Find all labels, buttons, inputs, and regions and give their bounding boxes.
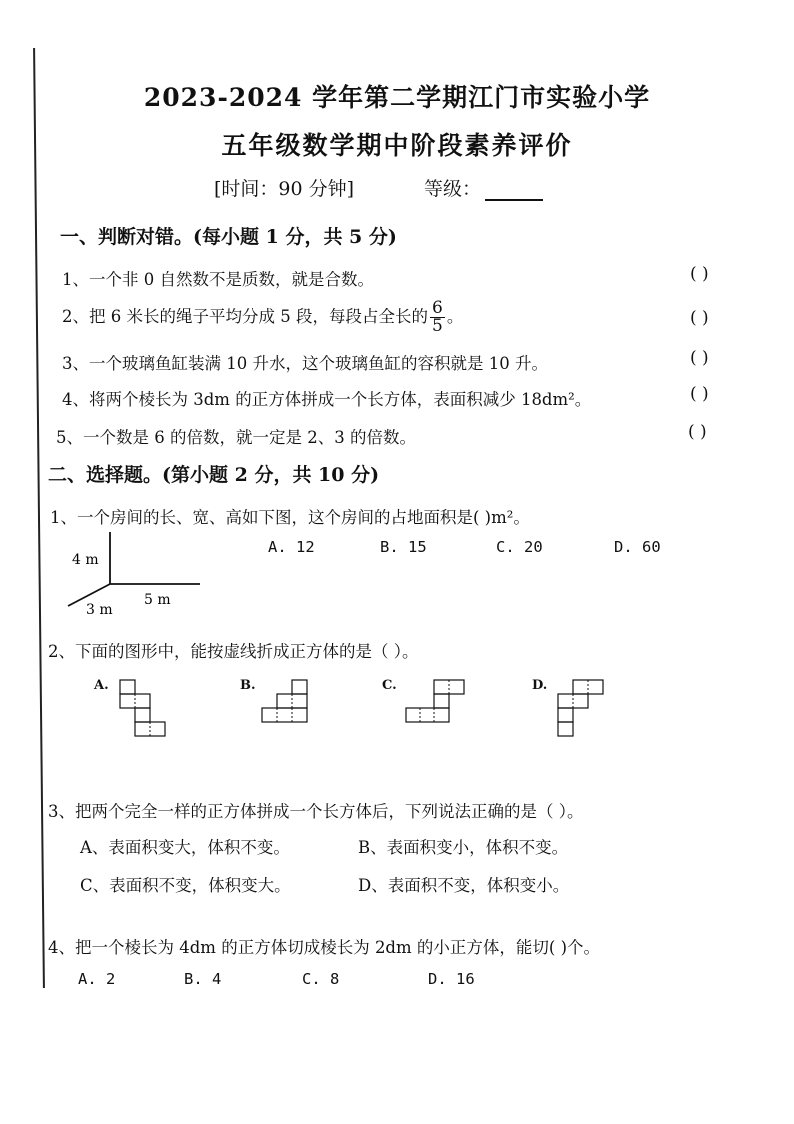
s1-question-3 (62, 350, 548, 374)
q4-option-b[interactable]: B. 4 (184, 970, 222, 988)
binding-margin-line (33, 48, 45, 988)
cube-net-d[interactable] (556, 678, 608, 740)
question-text-end: 。 (446, 307, 464, 326)
section2-heading: 二、选择题。(第小题 2 分，共 10 分) (48, 464, 380, 486)
s1-question-1 (62, 266, 374, 290)
grade-label: 等级： (424, 178, 482, 200)
answer-paren-3[interactable]: ( ) (690, 348, 709, 368)
q3-option-c[interactable]: C、表面积不变，体积变大。 (80, 876, 291, 895)
q1-option-a[interactable]: A. 12 (268, 538, 315, 556)
width-label: 3 m (86, 602, 113, 618)
fraction (430, 300, 445, 335)
exam-time: [时间：90 分钟] (214, 178, 355, 200)
q4-option-c[interactable]: C. 8 (302, 970, 340, 988)
q3-option-d[interactable]: D、表面积不变，体积变小。 (358, 876, 570, 895)
height-label: 4 m (72, 552, 99, 568)
q1-option-d[interactable]: D. 60 (614, 538, 661, 556)
question-number: 1、 (62, 270, 89, 289)
net-c-label: C. (382, 678, 397, 693)
net-d-label: D. (532, 678, 548, 693)
page-subtitle: 五年级数学期中阶段素养评价 (221, 131, 573, 160)
s1-question-5 (56, 424, 416, 448)
question-text: 一个数是 6 的倍数，就一定是 2、3 的倍数。 (83, 428, 416, 447)
question-number: 3、 (62, 354, 89, 373)
grade-field (424, 174, 543, 201)
question-number: 2、 (62, 307, 89, 326)
q3-option-a[interactable]: A、表面积变大，体积不变。 (80, 838, 290, 857)
question-text: 一个玻璃鱼缸装满 10 升水，这个玻璃鱼缸的容积就是 10 升。 (89, 354, 548, 373)
s2-question-4: 4、把一个棱长为 4dm 的正方体切成棱长为 2dm 的小正方体，能切( )个。 (48, 938, 601, 957)
s1-question-4 (62, 386, 591, 410)
cube-net-a[interactable] (118, 678, 168, 740)
answer-paren-5[interactable]: ( ) (688, 422, 707, 442)
fraction-denominator: 5 (431, 316, 443, 336)
q4-option-a[interactable]: A. 2 (78, 970, 116, 988)
net-a-label: A. (94, 678, 109, 693)
s2-question-2: 2、下面的图形中，能按虚线折成正方体的是（ ）。 (48, 642, 419, 661)
cube-net-b[interactable] (260, 678, 312, 726)
answer-paren-2[interactable]: ( ) (690, 308, 709, 328)
q3-option-b[interactable]: B、表面积变小，体积不变。 (358, 838, 569, 857)
section1-heading: 一、判断对错。(每小题 1 分，共 5 分) (60, 226, 397, 248)
s2-question-3: 3、把两个完全一样的正方体拼成一个长方体后，下列说法正确的是（ ）。 (48, 802, 584, 821)
q1-option-c[interactable]: C. 20 (496, 538, 543, 556)
cube-net-c[interactable] (404, 678, 468, 726)
question-text: 把 6 米长的绳子平均分成 5 段，每段占全长的 (89, 307, 428, 326)
question-text: 将两个棱长为 3dm 的正方体拼成一个长方体，表面积减少 18dm²。 (89, 390, 592, 409)
s2-question-1: 1、一个房间的长、宽、高如下图，这个房间的占地面积是( )m²。 (50, 508, 530, 527)
answer-paren-1[interactable]: ( ) (690, 264, 709, 284)
answer-paren-4[interactable]: ( ) (690, 384, 709, 404)
grade-blank[interactable] (485, 181, 543, 201)
q1-option-b[interactable]: B. 15 (380, 538, 427, 556)
question-number: 5、 (56, 428, 83, 447)
room-dimension-figure (60, 528, 210, 620)
length-label: 5 m (144, 592, 171, 608)
q4-option-d[interactable]: D. 16 (428, 970, 475, 988)
fraction-numerator: 6 (431, 298, 443, 318)
page-title: 2023-2024 学年第二学期江门市实验小学 (143, 83, 651, 112)
net-b-label: B. (240, 678, 256, 693)
question-number: 4、 (62, 390, 89, 409)
question-text: 一个非 0 自然数不是质数，就是合数。 (89, 270, 374, 289)
s1-question-2 (62, 300, 463, 335)
